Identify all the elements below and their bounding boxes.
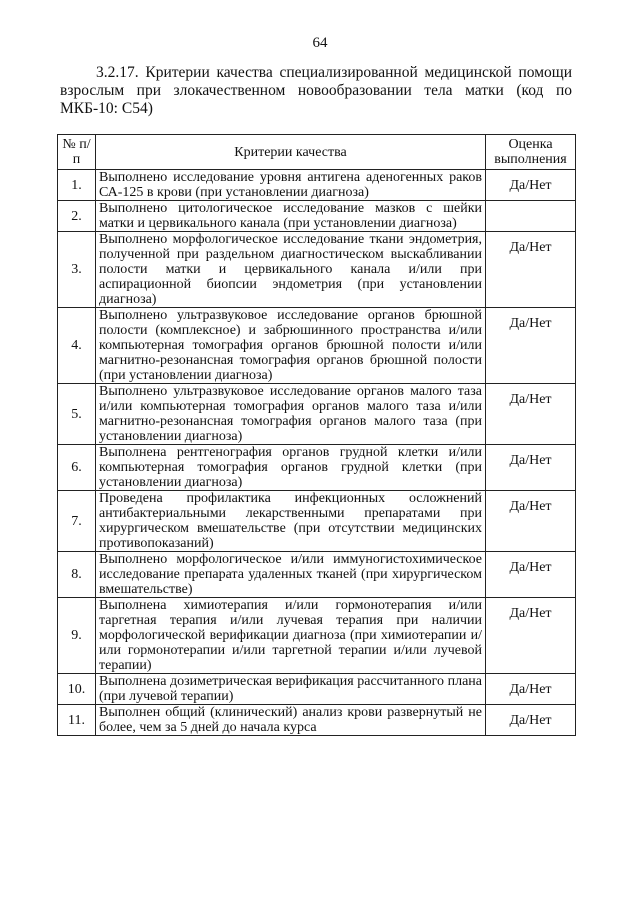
row-number: 9.: [58, 598, 96, 674]
header-result: Оценка выполнения: [486, 135, 576, 170]
table-row: [58, 491, 576, 552]
row-result: Да/Нет: [486, 445, 576, 491]
row-result: Да/Нет: [486, 384, 576, 445]
table-row: [58, 705, 576, 736]
row-criterion: Выполнено ультразвуковое исследование органов малого таза и/или компьютерная томография органов малого таза и/или магнитно-резонансная томография органов малого таза (при установлении диагноза): [96, 384, 486, 445]
table-row: [58, 201, 576, 232]
header-num: № п/п: [58, 135, 96, 170]
table-row: [58, 674, 576, 705]
row-number: 3.: [58, 232, 96, 308]
table-row: [58, 598, 576, 674]
row-number: 4.: [58, 308, 96, 384]
row-criterion: Выполнена дозиметрическая верификация рассчитанного плана (при лучевой терапии): [96, 674, 486, 705]
header-criteria: Критерии качества: [96, 135, 486, 170]
table-row: [58, 308, 576, 384]
row-criterion: Выполнен общий (клинический) анализ крови развернутый не более, чем за 5 дней до начала курса: [96, 705, 486, 736]
row-number: 7.: [58, 491, 96, 552]
row-criterion: Выполнено морфологическое исследование ткани эндометрия, полученной при раздельном диагностическом выскабливании полости матки и цервикального канала и/или при аспирационной биопсии эндометрия (при установлении диагноза): [96, 232, 486, 308]
row-result: Да/Нет: [486, 491, 576, 552]
table-row: [58, 232, 576, 308]
row-number: 6.: [58, 445, 96, 491]
row-number: 5.: [58, 384, 96, 445]
row-result: Да/Нет: [486, 308, 576, 384]
row-number: 11.: [58, 705, 96, 736]
table-row: [58, 552, 576, 598]
row-result: Да/Нет: [486, 598, 576, 674]
row-criterion: Выполнено цитологическое исследование мазков с шейки матки и цервикального канала (при установлении диагноза): [96, 201, 486, 232]
row-number: 1.: [58, 170, 96, 201]
section-heading: 3.2.17. Критерии качества специализированной медицинской помощи взрослым при злокачественном новообразовании тела матки (код по МКБ-10: С54): [60, 64, 572, 117]
row-result: Да/Нет: [486, 705, 576, 736]
row-criterion: Выполнено морфологическое и/или иммуногистохимическое исследование препарата удаленных тканей (при хирургическом вмешательстве): [96, 552, 486, 598]
row-criterion: Выполнена рентгенография органов грудной клетки и/или компьютерная томография органов грудной клетки (при установлении диагноза): [96, 445, 486, 491]
table-header-row: [58, 135, 576, 170]
row-criterion: Выполнено исследование уровня антигена аденогенных раков СА-125 в крови (при установлении диагноза): [96, 170, 486, 201]
row-criterion: Выполнено ультразвуковое исследование органов брюшной полости (комплексное) и забрюшинного пространства и/или компьютерная томография органов брюшной полости и/или магнитно-резонансная томография органов брюшной полости (при установлении диагноза): [96, 308, 486, 384]
page-number: 64: [312, 35, 328, 51]
row-criterion: Проведена профилактика инфекционных осложнений антибактериальными лекарственными препаратами при хирургическом вмешательстве (при отсутствии медицинских противопоказаний): [96, 491, 486, 552]
table-row: [58, 445, 576, 491]
table-row: [58, 170, 576, 201]
row-result: Да/Нет: [486, 552, 576, 598]
row-number: 2.: [58, 201, 96, 232]
row-result: [486, 201, 576, 232]
row-result: Да/Нет: [486, 170, 576, 201]
row-number: 8.: [58, 552, 96, 598]
row-criterion: Выполнена химиотерапия и/или гормонотерапия и/или таргетная терапия и/или лучевая терапия при наличии морфологической верификации диагноза (при химиотерапии и/или гормонотерапии и/или таргетной терапии и/или лучевой терапии): [96, 598, 486, 674]
criteria-table: [57, 134, 576, 736]
row-number: 10.: [58, 674, 96, 705]
row-result: Да/Нет: [486, 674, 576, 705]
row-result: Да/Нет: [486, 232, 576, 308]
table-row: [58, 384, 576, 445]
